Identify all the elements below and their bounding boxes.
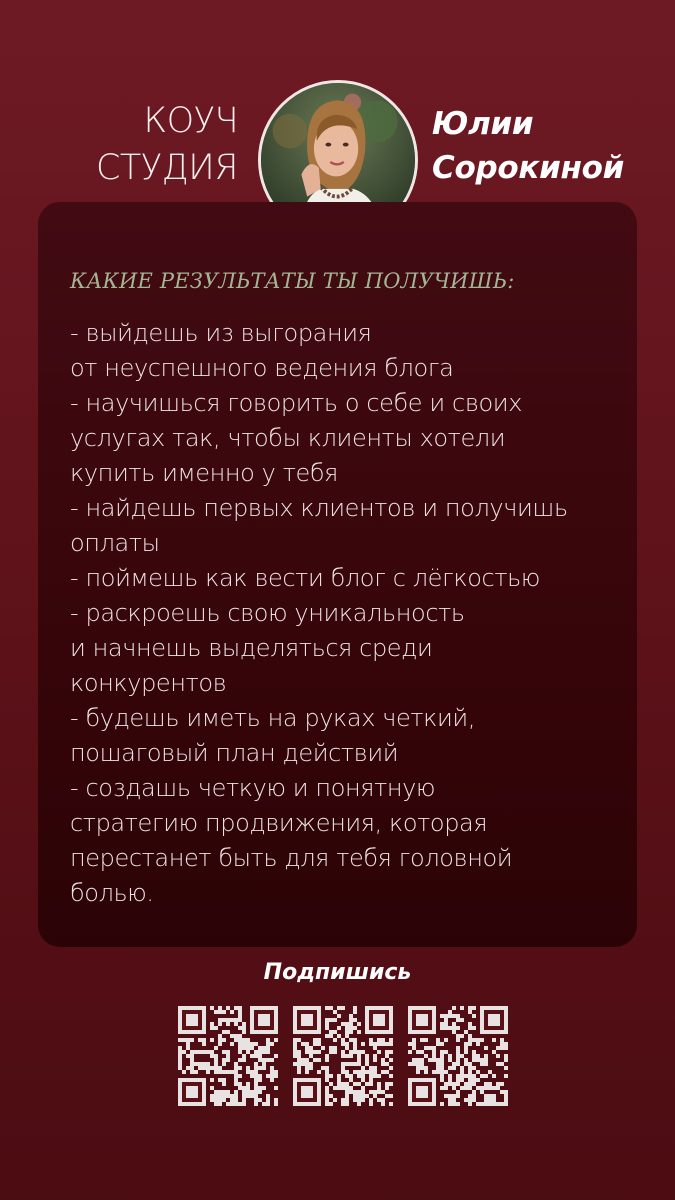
results-line: конкурентов (70, 669, 227, 697)
qr-code-icon[interactable] (178, 1006, 278, 1106)
results-title: КАКИЕ РЕЗУЛЬТАТЫ ТЫ ПОЛУЧИШЬ: (70, 269, 515, 293)
results-line: - научишься говорить о себе и своих (70, 389, 522, 417)
studio-label-line1: КОУЧ (143, 101, 238, 141)
coach-name-line2: Сорокиной (432, 150, 625, 186)
coach-name (432, 102, 662, 190)
results-line: купить именно у тебя (70, 459, 338, 487)
qr-code-icon[interactable] (293, 1006, 393, 1106)
results-line: - раскроешь свою уникальность (70, 599, 465, 627)
qr-code-icon[interactable] (408, 1006, 508, 1106)
subscribe-label: Подпишись (263, 960, 412, 985)
results-line: - выйдешь из выгорания (70, 319, 372, 347)
results-line: - будешь иметь на руках четкий, (70, 704, 476, 732)
qr-code-row (178, 1006, 508, 1106)
results-line: пошаговый план действий (70, 739, 399, 767)
results-line: от неуспешного ведения блога (70, 354, 454, 382)
results-line: стратегию продвижения, которая (70, 809, 488, 837)
results-line: оплаты (70, 529, 160, 557)
results-line: - найдешь первых клиентов и получишь (70, 494, 568, 522)
results-line: и начнешь выделяться среди (70, 634, 433, 662)
studio-label-line2: СТУДИЯ (95, 148, 238, 188)
results-line: - поймешь как вести блог с лёгкостью (70, 564, 540, 592)
results-line: болью. (70, 879, 154, 907)
results-list (70, 316, 630, 911)
coach-name-line1: Юлии (432, 106, 534, 142)
results-line: услугах так, чтобы клиенты хотели (70, 424, 506, 452)
studio-label (60, 98, 238, 192)
results-line: перестанет быть для тебя головной (70, 844, 513, 872)
results-line: - создашь четкую и понятную (70, 774, 436, 802)
